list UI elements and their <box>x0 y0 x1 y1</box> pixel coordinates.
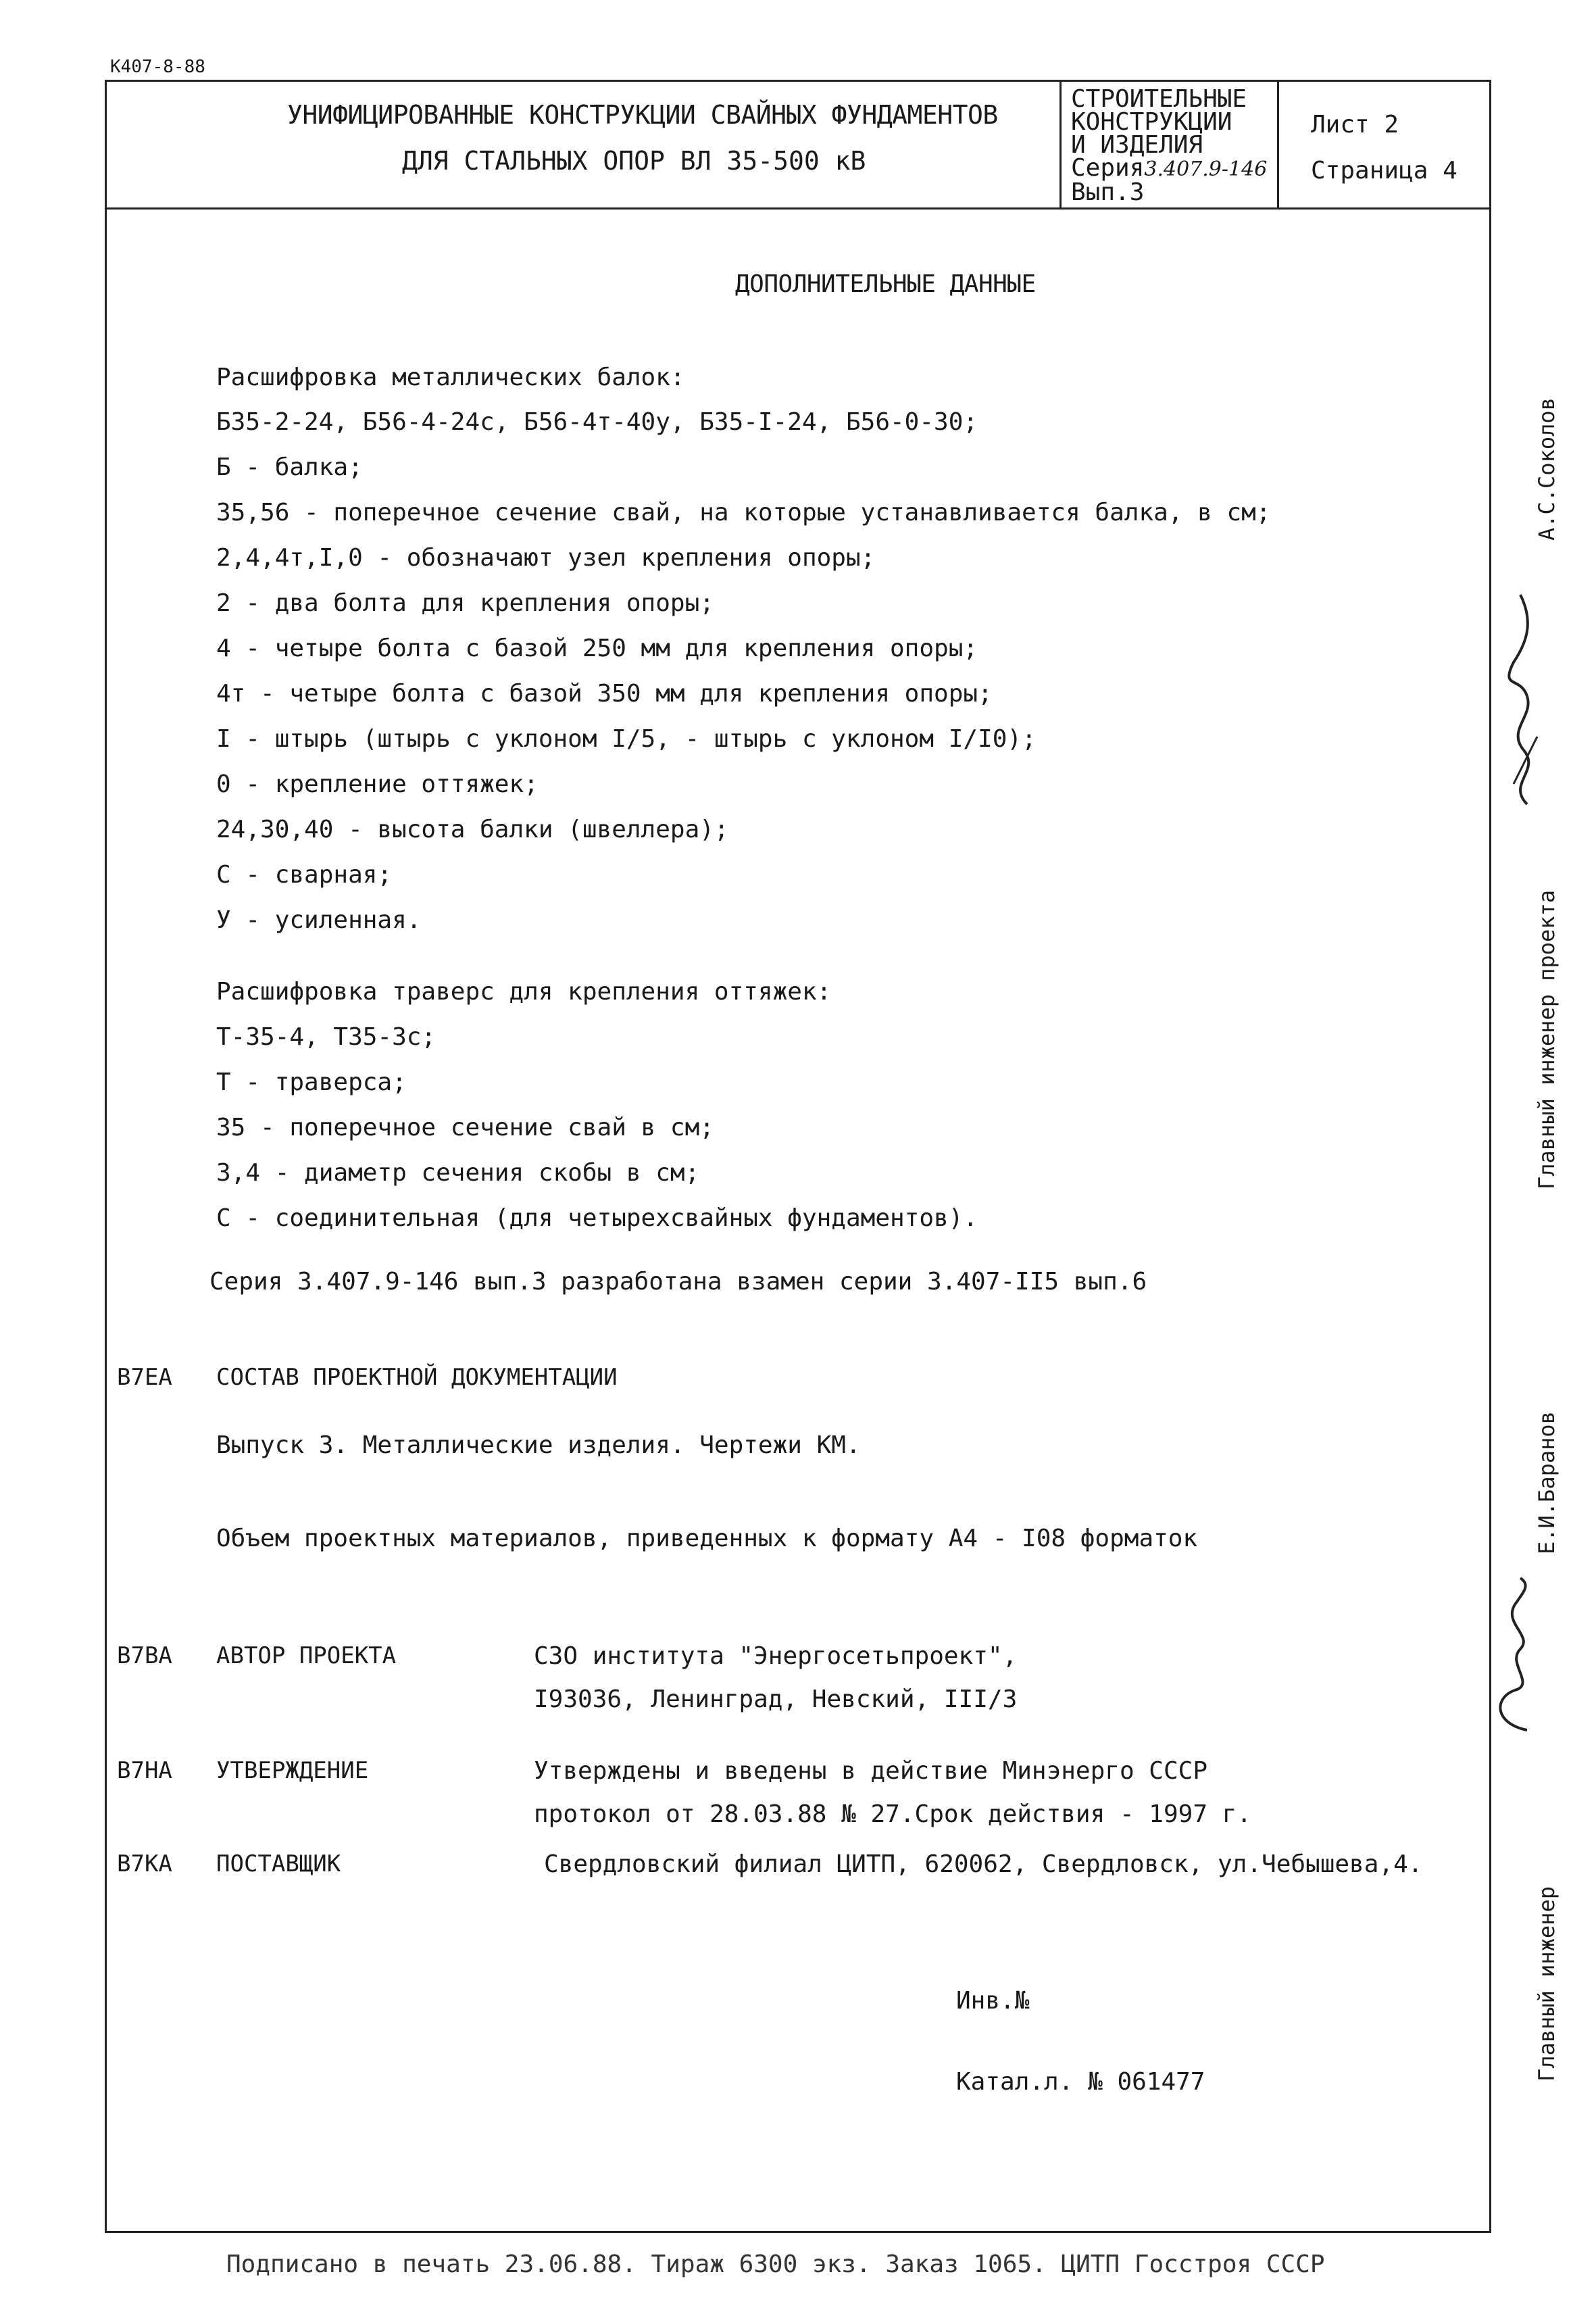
supplier-label: ПОСТАВЩИК <box>216 1850 341 1877</box>
author-line-2: I93036, Ленинград, Невский, III/3 <box>534 1685 1018 1713</box>
beam-line: 4т - четыре болта с базой 350 мм для крепления опоры; <box>216 680 993 708</box>
traverse-line: С - соединительная (для четырехсвайных фундаментов). <box>216 1204 978 1232</box>
composition-code: В7ЕА <box>117 1364 172 1391</box>
category-line-2: КОНСТРУКЦИИ <box>1071 108 1232 136</box>
beam-line: 2 - два болта для крепления опоры; <box>216 589 714 617</box>
page-frame <box>105 80 1491 2233</box>
beam-line: I - штырь (штырь с уклоном I/5, - штырь с уклоном I/I0); <box>216 725 1037 753</box>
supplier-line-1: Свердловский филиал ЦИТП, 620062, Свердловск, ул.Чебышева,4. <box>544 1850 1423 1878</box>
chief-project-engineer-label: Главный инженер проекта <box>1534 889 1560 1189</box>
beam-line: С - сварная; <box>216 861 393 889</box>
beam-line: Б35-2-24, Б56-4-24с, Б56-4т-40у, Б35-I-24, Б56-0-30; <box>216 408 978 436</box>
title-block <box>105 80 1491 210</box>
beam-line: 2,4,4т,I,0 - обозначают узел крепления опоры; <box>216 544 876 572</box>
baranov-signature <box>1480 1575 1547 1737</box>
catalog-number: 061477 <box>1117 2068 1205 2096</box>
title-line-2: ДЛЯ СТАЛЬНЫХ ОПОР ВЛ 35-500 кВ <box>402 146 866 176</box>
baranov-name: Е.И.Баранов <box>1534 1411 1560 1554</box>
traverse-line: Т-35-4, Т35-3с; <box>216 1023 437 1051</box>
title-line-1: УНИФИЦИРОВАННЫЕ КОНСТРУКЦИИ СВАЙНЫХ ФУНДАМЕНТОВ <box>287 100 998 130</box>
title-block-divider <box>1277 80 1279 210</box>
author-label: АВТОР ПРОЕКТА <box>216 1642 397 1669</box>
approval-code: В7НА <box>117 1757 172 1784</box>
beam-line: 4 - четыре болта с базой 250 мм для крепления опоры; <box>216 635 978 662</box>
document-code: К407-8-88 <box>110 57 205 77</box>
supplier-code: В7КА <box>117 1850 172 1877</box>
traverses-heading: Расшифровка траверс для крепления оттяжек: <box>216 978 832 1006</box>
sokolov-name: А.С.Соколов <box>1534 397 1560 541</box>
replacement-note: Серия 3.407.9-146 вып.3 разработана взамен серии 3.407-II5 вып.6 <box>209 1268 1147 1296</box>
approval-line-2: протокол от 28.03.88 № 27.Срок действия - 1997 г. <box>534 1800 1252 1828</box>
section-title: ДОПОЛНИТЕЛЬНЫЕ ДАННЫЕ <box>735 270 1036 298</box>
traverse-line: 35 - поперечное сечение свай в см; <box>216 1114 714 1141</box>
inventory-label: Инв.№ <box>956 1987 1030 2015</box>
sokolov-signature <box>1487 581 1554 811</box>
series-number: 3.407.9-146 <box>1144 157 1268 181</box>
beam-line: 24,30,40 - высота балки (швеллера); <box>216 816 729 843</box>
approval-label: УТВЕРЖДЕНИЕ <box>216 1757 369 1784</box>
page-number: Страница 4 <box>1311 157 1457 184</box>
series-label: Серия <box>1071 154 1145 182</box>
composition-volume: Объем проектных материалов, приведенных к формату А4 - I08 форматок <box>216 1525 1198 1552</box>
author-code: В7ВА <box>117 1642 172 1669</box>
category-line-3: И ИЗДЕЛИЯ <box>1071 131 1203 159</box>
beam-line: 35,56 - поперечное сечение свай, на которые устанавливается балка, в см; <box>216 499 1271 526</box>
beam-line: Б - балка; <box>216 453 363 481</box>
beam-line: 0 - крепление оттяжек; <box>216 770 539 798</box>
traverse-line: 3,4 - диаметр сечения скобы в см; <box>216 1159 700 1187</box>
catalog-sheet <box>956 2068 1205 2096</box>
beam-line: У - усиленная. <box>216 906 422 934</box>
chief-engineer-label: Главный инженер <box>1534 1886 1560 2082</box>
beams-heading: Расшифровка металлических балок: <box>216 364 685 391</box>
series-line <box>1071 154 1268 182</box>
series-block <box>1071 85 1268 206</box>
composition-issue: Выпуск 3. Металлические изделия. Чертежи КМ. <box>216 1431 861 1459</box>
composition-title: СОСТАВ ПРОЕКТНОЙ ДОКУМЕНТАЦИИ <box>216 1364 618 1391</box>
approval-line-1: Утверждены и введены в действие Минэнерго СССР <box>534 1757 1207 1785</box>
sheet-number: Лист 2 <box>1311 111 1399 139</box>
catalog-label: Катал.л. № <box>956 2068 1103 2096</box>
author-line-1: СЗО института "Энергосетьпроект", <box>534 1642 1018 1670</box>
traverse-line: Т - траверса; <box>216 1068 407 1096</box>
issue-number: Вып.3 <box>1071 178 1145 206</box>
print-footer: Подписано в печать 23.06.88. Тираж 6300 экз. Заказ 1065. ЦИТП Госстроя СССР <box>226 2250 1325 2278</box>
category-line-1: СТРОИТЕЛЬНЫЕ <box>1071 85 1247 113</box>
title-block-divider <box>1059 80 1062 210</box>
